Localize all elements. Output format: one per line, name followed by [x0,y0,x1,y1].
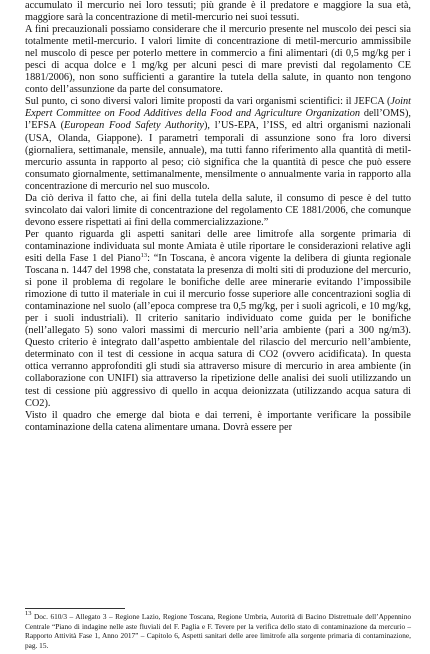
footnote-divider [25,608,125,609]
text-segment: Per quanto riguarda gli aspetti sanitari delle aree limitrofe alla sorgente primaria di contaminazione individuata sul monte Amiata è utile riportare le considerazioni relative agli esiti della Fase 1 del Piano [25,228,411,264]
footnote-number: 13 [25,610,32,617]
footnote [25,612,411,650]
footnote-text [25,612,411,650]
italic-jefca-name: Joint Expert Committee on Food Additives della Food and Agriculture Organization [25,96,411,120]
text-segment: : “In Toscana, è ancora vigente la delibera di giunta regionale Toscana n. 1447 del 1998 che, constatata la presenza di molti siti di produzione del mercurio, si pone il problema di regolare le bonifiche delle aree minerarie evitando l’impossibile rimozione di tutto il materiale in cui il mercurio fosse superiore alle concentrazioni soglia di contaminazione nel suolo (all’epoca comprese tra 0,5 mg/kg, per i suoli agricoli, e 10 mg/kg, per i suoli industriali). Il criterio sanitario individuato come guida per le bonifiche (nell’allegato 5) sono valori massimi di mercurio nell’aria ambiente (pari a 300 ng/m3). Questo criterio è integrato dall’aspetto ambientale del rilascio del mercurio nell’ambiente, determinato con il test di cessione in acqua satura di CO2 (ovvero acidificata). In questa ottica verranno approfonditi gli studi sia attraverso misure di mercurio in area ambiente (in collaborazione con UNIFI) sia attraverso la ripetizione delle analisi dei suoli utilizzando un test di cessione più aggressivo di quello in acqua deionizzata (utilizzando acqua satura di CO2). [25,252,411,409]
paragraph-scientific-limits [25,96,411,192]
footnote-body: Doc. 610/3 – Allegato 3 – Regione Lazio, Regione Toscana, Regione Umbria, Autorità di Bacino Distrettuale dell’Appennino Centrale “Piano di indagine nelle aste fluviali del F. Paglia e F. Tevere per la verifica dello stato di contaminazione da mercurio – Rapporto Attività Fase 1, Anno 2017” – Capitolo 6, Aspetti sanitari delle aree limitrofe alla sorgente primaria di contaminazione, pag. 15. [25,612,411,650]
paragraph-amiata-aspects [25,229,411,410]
footnote-reference[interactable]: 13 [140,251,148,259]
paragraph-fish-consumption: Da ciò deriva il fatto che, ai fini della tutela della salute, il consumo di pesce è del tutto svincolato dai valori limite di concentrazione del regolamento CE 1881/2006, che comunque devono essere rispettati ai fini della commercializzazione.” [25,192,411,228]
text-segment: ), l’US-EPA, l’ISS, ed altri organismi nazionali (USA, Olanda, Giappone). I parametri temporali di assunzione sono fra loro diversi (giornaliera, settimanale, mensile, annuale), ma tutti fanno riferimento alla quantità di metil-mercurio assunta in rapporto al peso; ciò significa che la quantità di pesce che può essere consumato giornalmente, settimanalmente, mensilmente o annualmente varia in rapporto alla concentrazione di mercurio nel suo muscolo. [25,120,411,192]
paragraph-food-chain: Visto il quadro che emerge dal biota e dai terreni, è importante verificare la possibile contaminazione della catena alimentare umana. Dovrà essere per [25,409,411,433]
paragraph-continuation: accumulato il mercurio nei loro tessuti; più grande è il predatore e maggiore la sua età, maggiore sarà la concentrazione di metil-mercurio nei suoi tessuti. [25,0,411,24]
text-segment: Sul punto, ci sono diversi valori limite proposti da vari organismi scientifici: il JEFCA ( [25,96,391,108]
paragraph-precautionary-limits: A fini precauzionali possiamo considerare che il mercurio presente nel muscolo dei pesci sia totalmente metil-mercurio. I valori limite di concentrazione di metil-mercurio ammissibile nel muscolo di pesce per poterlo mettere in commercio a fini alimentari (di 0,5 mg/kg per i pesci di acqua dolce e 1 mg/kg per alcuni pesci di mare previsti dal regolamento CE 1881/2006), non sono sufficienti a garantire la tutela della salute, in quanto non tengono conto dell’assunzione da parte del consumatore. [25,24,411,96]
italic-efsa-name: European Food Safety Authority [64,120,204,132]
text-segment: dell’OMS), l’EFSA ( [25,108,412,132]
body-text [25,0,411,434]
